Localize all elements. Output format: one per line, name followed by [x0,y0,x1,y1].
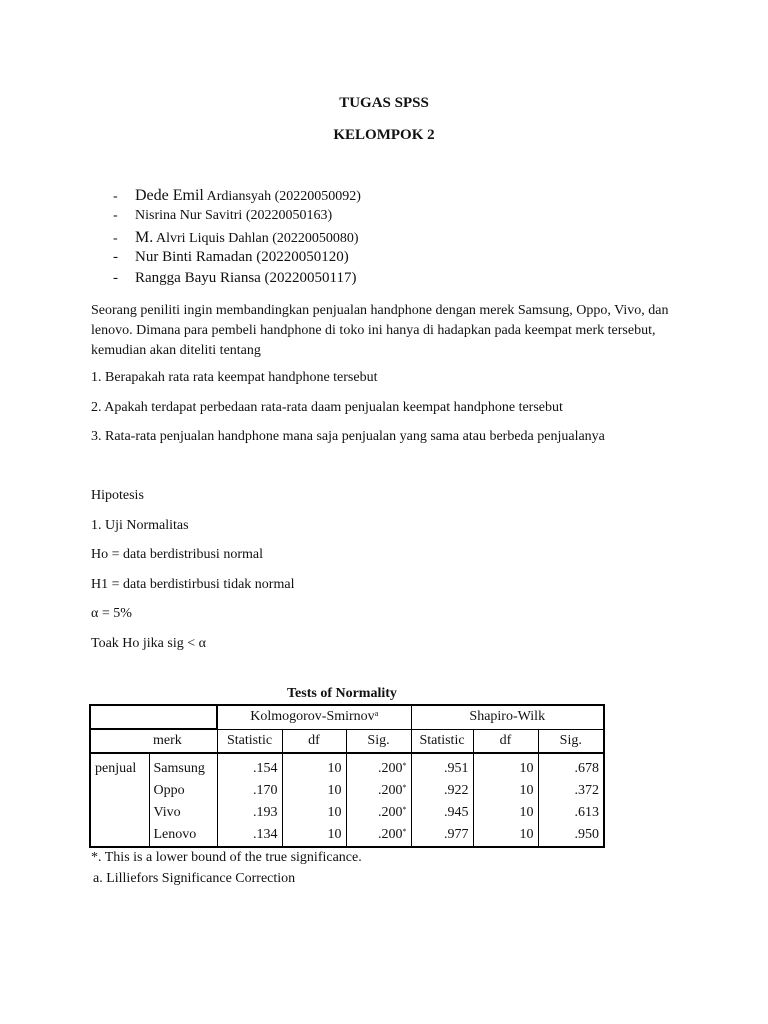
question-2: 2. Apakah terdapat perbedaan rata-rata daam penjualan keempat handphone tersebut [91,400,563,415]
col-header: Statistic [217,729,282,753]
table-row [90,753,604,780]
ks-sig-cell: .200* [346,824,411,847]
member-name: Nur Binti Ramadan (20220050120) [135,249,349,265]
merk-cell: Lenovo [149,824,217,847]
sw-stat-cell: .922 [411,780,473,802]
table-row [90,824,604,847]
ks-stat-cell: .134 [217,824,282,847]
ks-sig-cell: .200* [346,753,411,780]
sw-df-cell: 10 [473,753,538,780]
merk-cell: Samsung [149,753,217,780]
row-group-empty [90,802,149,824]
member-name: Nisrina Nur Savitri (20220050163) [135,208,333,223]
col-header: Sig. [538,729,604,753]
member-item [113,229,359,247]
footnote-lilliefors: a. Lilliefors Significance Correction [93,871,296,886]
question-3: 3. Rata-rata penjualan handphone mana saja penjualan yang sama atau berbeda penjualanya [91,429,605,444]
sw-df-cell: 10 [473,824,538,847]
corner-cell [90,705,217,729]
sw-stat-cell: .951 [411,753,473,780]
hipotesis-h0: Ho = data berdistribusi normal [91,547,263,562]
table-title: Tests of Normality [287,686,397,701]
merk-cell: Vivo [149,802,217,824]
member-item [113,187,361,205]
hipotesis-rule: Toak Ho jika sig < α [91,636,206,651]
col-header: Sig. [346,729,411,753]
ks-df-cell: 10 [282,802,346,824]
ks-df-cell: 10 [282,753,346,780]
merk-header: merk [149,729,217,753]
page-subtitle: KELOMPOK 2 [333,127,435,143]
col-header: df [282,729,346,753]
hipotesis-step: 1. Uji Normalitas [91,518,189,533]
footnote-lower-bound: *. This is a lower bound of the true significance. [91,850,362,865]
table-row [90,802,604,824]
page-title: TUGAS SPSS [339,95,429,111]
ks-group-header: Kolmogorov-Smirnov$^a$ [217,705,411,729]
hipotesis-h1: H1 = data berdistirbusi tidak normal [91,577,295,592]
empty-header-cell [90,729,149,753]
sw-group-header: Shapiro-Wilk [411,705,604,729]
member-rest: Alvri Liquis Dahlan (20220050080) [153,231,359,246]
sw-sig-cell: .613 [538,802,604,824]
row-group-empty [90,824,149,847]
sw-stat-cell: .945 [411,802,473,824]
member-name: Rangga Bayu Riansa (20220050117) [135,270,357,286]
col-header: Statistic [411,729,473,753]
ks-stat-cell: .170 [217,780,282,802]
merk-cell: Oppo [149,780,217,802]
normality-table [89,704,605,848]
list-dash: - [113,270,118,286]
hipotesis-heading: Hipotesis [91,488,144,503]
hipotesis-alpha: α = 5% [91,606,132,621]
member-item [113,270,357,287]
ks-stat-cell: .193 [217,802,282,824]
ks-df-cell: 10 [282,824,346,847]
row-group-label: penjual [90,753,149,780]
question-1: 1. Berapakah rata rata keempat handphone tersebut [91,370,378,385]
sw-df-cell: 10 [473,780,538,802]
member-item [113,249,349,266]
member-name: M. [135,229,154,246]
sw-sig-cell: .372 [538,780,604,802]
list-dash: - [113,231,118,246]
list-dash: - [113,249,118,265]
sw-stat-cell: .977 [411,824,473,847]
ks-sig-cell: .200* [346,780,411,802]
ks-stat-cell: .154 [217,753,282,780]
list-dash: - [113,189,118,204]
list-dash: - [113,208,118,223]
member-rest: Ardiansyah (20220050092) [203,189,361,204]
member-item [113,208,332,224]
ks-df-cell: 10 [282,780,346,802]
ks-sig-cell: .200* [346,802,411,824]
row-group-empty [90,780,149,802]
col-header: df [473,729,538,753]
table-header-row-2 [90,729,604,753]
table-row [90,780,604,802]
intro-paragraph: Seorang peniliti ingin membandingkan penjualan handphone dengan merek Samsung, Oppo, Vivo, dan lenovo. Dimana para pembeli handphone di toko ini hanya di hadapkan pada keempat merk tersebut, kemudian akan diteliti tentang [91,303,669,358]
sw-sig-cell: .678 [538,753,604,780]
table-header-row-1 [90,705,604,729]
sw-df-cell: 10 [473,802,538,824]
sw-sig-cell: .950 [538,824,604,847]
member-name: Dede Emil [135,187,204,204]
